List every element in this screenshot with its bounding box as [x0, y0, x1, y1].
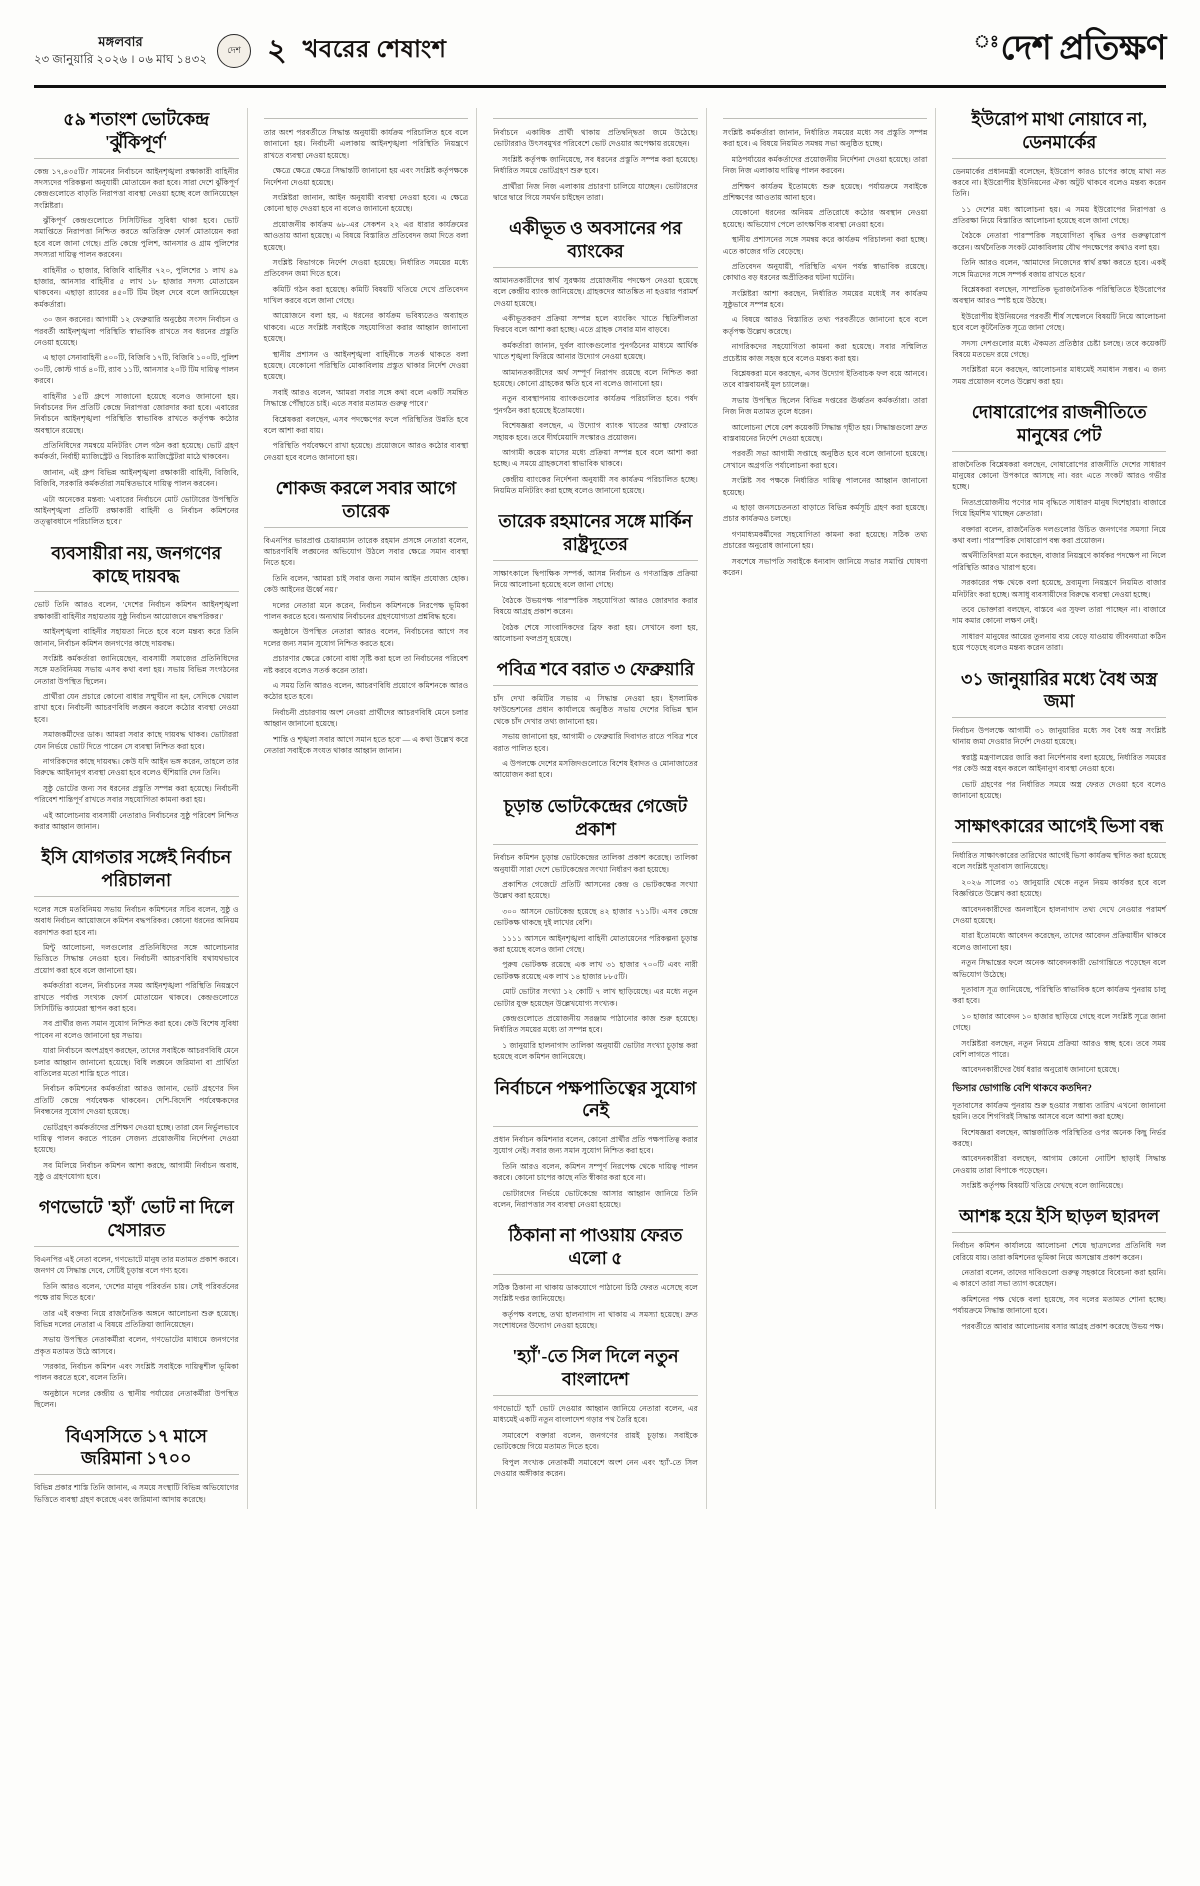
article-paragraph: কর্তৃপক্ষ বলছে, তথ্য হালনাগাদ না থাকায় এ সমস্যা হয়েছে। দ্রুত সংশোধনের উদ্যোগ নেওয়া হয়েছে। [493, 1309, 698, 1331]
article-paragraph: আমানতকারীদের স্বার্থ সুরক্ষায় প্রয়োজনীয় পদক্ষেপ নেওয়া হয়েছে বলে কেন্দ্রীয় ব্যাংক জানিয়েছে। গ্রাহকদের আতঙ্কিত না হওয়ার পরামর্শ দেওয়া হয়েছে। [493, 275, 698, 308]
article-paragraph: ৩০০ আসনে ভোটকেন্দ্র হয়েছে ৪২ হাজার ৭১১টি। এসব কেন্দ্রে ভোটকক্ষ থাকছে দুই লাখের বেশি। [493, 906, 698, 928]
article-paragraph: তার অংশ পরবর্তীতে সিদ্ধান্ত অনুযায়ী কার্যক্রম পরিচালিত হবে বলে জানানো হয়। নির্বাচনী এলাকায় আইনশৃঙ্খলা পরিস্থিতি নিয়ন্ত্রণে রাখতে ব্যবস্থা নেওয়া হয়েছে। [263, 128, 469, 160]
article-headline[interactable]: একীভূত ও অবসানের পর ব্যাংকের [493, 217, 698, 268]
article-body [493, 1282, 698, 1332]
article-paragraph: রাজনৈতিক বিশ্লেষকরা বলছেন, দোষারোপের রাজনীতি দেশের সাধারণ মানুষের কোনো উপকারে আসছে না। বরং এতে সংকট আরও গভীর হচ্ছে। [952, 459, 1166, 492]
masthead-logo-badge: দেশ [217, 34, 251, 68]
article-paragraph: সাধারণ মানুষের আয়ের তুলনায় ব্যয় বেড়ে যাওয়ায় জীবনযাত্রা কঠিন হয়ে পড়েছে বলেও মন্তব্য করেন তারা। [952, 631, 1166, 653]
article-paragraph: পরবর্তী সভা আগামী সপ্তাহে অনুষ্ঠিত হবে বলে জানানো হয়েছে। সেখানে অগ্রগতি পর্যালোচনা করা হবে। [722, 449, 928, 470]
article-paragraph: নির্ধারিত সাক্ষাৎকারের তারিখের আগেই ভিসা কার্যক্রম স্থগিত করা হয়েছে বলে সংশ্লিষ্ট দূতাবাস জানিয়েছে। [952, 851, 1166, 872]
article-paragraph: ইউরোপীয় ইউনিয়নের পরবর্তী শীর্ষ সম্মেলনে বিষয়টি নিয়ে আলোচনা হবে বলে কূটনৈতিক সূত্রে জানা গেছে। [952, 311, 1166, 333]
article [493, 1345, 698, 1479]
article-body [493, 1403, 698, 1479]
article-body [952, 459, 1166, 654]
article-paragraph: তিনি আরও বলেন, কমিশন সম্পূর্ণ নিরপেক্ষ থেকে দায়িত্ব পালন করবে। কোনো চাপের কাছে নতি স্বীকার করা হবে না। [493, 1161, 698, 1183]
article-headline[interactable]: গণভোটে 'হ্যাঁ' ভোট না দিলে খেসারত [34, 1196, 239, 1247]
article-headline[interactable]: ইসি যোগতার সঙ্গেই নির্বাচন পরিচালনা [34, 846, 239, 897]
article-paragraph: দূতাবাস সূত্র জানিয়েছে, পরিস্থিতি স্বাভাবিক হলে কার্যক্রম পুনরায় চালু করা হবে। [952, 985, 1166, 1006]
article-paragraph: ক্ষেত্রে ক্ষেত্রে ক্ষেত্রে সিদ্ধান্তটি জানানো হয় এবং সংশ্লিষ্ট কর্তৃপক্ষকে নির্দেশনা দেওয়া হয়েছে। [263, 166, 469, 187]
article-paragraph: সমাবেশে বক্তারা বলেন, জনগণের রায়ই চূড়ান্ত। সবাইকে ভোটকেন্দ্রে গিয়ে মতামত দিতে হবে। [493, 1430, 698, 1452]
article-paragraph: তিনি আরও বলেন, 'দেশের মানুষ পরিবর্তন চায়। সেই পরিবর্তনের পক্ষে রায় দিতে হবে।' [34, 1281, 239, 1303]
article-column [264, 108, 478, 1509]
article-paragraph: বিভিন্ন প্রকার শাস্তি তিনি জানান, এ সময়ে সংস্থাটি বিভিন্ন অভিযোগের ভিত্তিতে ব্যবস্থা গ্রহণ করেছে এবং জরিমানা আদায় করেছে। [34, 1483, 239, 1504]
article-body [723, 127, 928, 578]
article-paragraph: বক্তারা বলেন, রাজনৈতিক দলগুলোর উচিত জনগণের সমস্যা নিয়ে কথা বলা। পারস্পরিক দোষারোপ বন্ধ করা প্রয়োজন। [952, 524, 1166, 545]
article-paragraph: সভায় জানানো হয়, আগামী ৩ ফেব্রুয়ারি দিবাগত রাতে পবিত্র শবে বরাত পালিত হবে। [493, 732, 698, 753]
article-paragraph: বিএনপির ভারপ্রাপ্ত চেয়ারম্যান তারেক রহমান প্রসঙ্গে নেতারা বলেন, আচরণবিধি লঙ্ঘনের অভিযোগ উঠলে সবার ক্ষেত্রে সমান ব্যবস্থা নিতে হবে। [263, 535, 469, 568]
article-headline[interactable]: শোকজ করলে সবার আগে তারেক [264, 477, 469, 528]
masthead-left [34, 31, 446, 71]
masthead-date [34, 33, 207, 69]
article-headline[interactable]: পবিত্র শবে বরাত ৩ ফেব্রুয়ারি [493, 658, 698, 686]
masthead-day: মঙ্গলবার [98, 33, 143, 49]
article-paragraph: বাহিনীর ৩ হাজার, বিজিবি বাহিনীর ৭২০, পুলিশের ১ লাখ ৪৯ হাজার, আনসার বাহিনীর ৫ লাখ ১৮ হাজার সদস্য মোতায়েন থাকবেন। এছাড়া র‌্যাবের ৪৫০টি টিম টহল দেবে বলে জানিয়েছেন কর্মকর্তারা। [34, 265, 239, 309]
article-paragraph: দলের সঙ্গে মতবিনিময় সভায় নির্বাচন কমিশনের সচিব বলেন, সুষ্ঠু ও অবাধ নির্বাচন আয়োজনে কমিশন বদ্ধপরিকর। কোনো ধরনের অনিয়ম বরদাশত করা হবে না। [34, 904, 239, 937]
article-paragraph: সাক্ষাৎকালে দ্বিপাক্ষিক সম্পর্ক, আসন্ন নির্বাচন ও গণতান্ত্রিক প্রক্রিয়া নিয়ে আলোচনা হয়েছে বলে জানা গেছে। [493, 568, 698, 590]
article-body [952, 1240, 1166, 1332]
article-headline[interactable]: ৩১ জানুয়ারির মধ্যে বৈধ অস্ত্র জমা [952, 668, 1166, 719]
article-headline[interactable]: নির্বাচনে পক্ষপাতিত্বের সুযোগ নেই [493, 1077, 698, 1128]
column-rule [493, 118, 698, 119]
article-headline[interactable]: ঠিকানা না পাওয়ায় ফেরত এলো ৫ [493, 1224, 698, 1275]
article-paragraph: এ বিষয়ে আরও বিস্তারিত তথ্য পরবর্তীতে জানানো হবে বলে কর্তৃপক্ষ উল্লেখ করেছে। [722, 315, 928, 336]
article-subhead: ভিসার ভোগান্তি বেশি থাকবে কতদিন? [952, 1083, 1092, 1094]
article-paragraph: নির্বাচন উপলক্ষে আগামী ৩১ জানুয়ারির মধ্যে সব বৈধ অস্ত্র সংশ্লিষ্ট থানায় জমা দেওয়ার নির্দেশ দেওয়া হয়েছে। [952, 726, 1166, 747]
article-paragraph: বাহিনীর ১৫টি গ্রুপে সাজানো হয়েছে বলেও জানানো হয়। নির্বাচনের দিন প্রতিটি কেন্দ্রে নিরাপত্তা জোরদার করা হবে। এবারের নির্বাচনে আইনশৃঙ্খলা পরিস্থিতি স্বাভাবিক রাখতে কর্তৃপক্ষ কঠোর অবস্থানে রয়েছে। [34, 391, 239, 435]
article-body [952, 166, 1166, 388]
article-paragraph: এ সময় তিনি আরও বলেন, আচরণবিধি প্রয়োগে কমিশনকে আরও কঠোর হতে হবে। [263, 680, 469, 702]
article-paragraph: নতুন ব্যবস্থাপনায় ব্যাংকগুলোর কার্যক্রম পরিচালিত হবে। পর্ষদ পুনর্গঠন করা হয়েছে ইতোমধ্যে। [493, 394, 698, 415]
article-paragraph: জানান, এই গ্রুপ বিভিন্ন আইনশৃঙ্খলা রক্ষাকারী বাহিনী, বিজিবি, বিজিবি, সরকারি কর্মকর্তারা সমন্বিতভাবে দায়িত্ব পালন করবেন। [34, 467, 239, 489]
article-paragraph: স্থানীয় প্রশাসন ও আইনশৃঙ্খলা বাহিনীকে সতর্ক থাকতে বলা হয়েছে। যেকোনো পরিস্থিতি মোকাবিলায় প্রস্তুত থাকার নির্দেশ দেওয়া হয়েছে। [263, 349, 469, 382]
article-body [34, 1254, 239, 1411]
article-paragraph: সভায় উপস্থিত ছিলেন বিভিন্ন দপ্তরের ঊর্ধ্বতন কর্মকর্তারা। তারা নিজ নিজ মতামত তুলে ধরেন। [722, 395, 928, 417]
article-paragraph: অর্থনীতিবিদরা মনে করছেন, বাজার নিয়ন্ত্রণে কার্যকর পদক্ষেপ না নিলে পরিস্থিতি আরও খারাপ হবে। [952, 551, 1166, 572]
article-paragraph: ভোটারদের নির্ভয়ে ভোটকেন্দ্রে আসার আহ্বান জানিয়ে তিনি বলেন, নিরাপত্তার সব ব্যবস্থা নেওয়া হয়েছে। [493, 1188, 698, 1210]
article [34, 542, 239, 833]
article-paragraph: গণমাধ্যমকর্মীদের সহযোগিতা কামনা করা হয়েছে। সঠিক তথ্য প্রচারের অনুরোধ জানানো হয়। [722, 529, 928, 551]
article [493, 1224, 698, 1331]
article-paragraph: কর্মকর্তারা বলেন, নির্বাচনের সময় আইনশৃঙ্খলা পরিস্থিতি নিয়ন্ত্রণে রাখতে পর্যাপ্ত সংখ্যক ফোর্স মোতায়েন থাকবে। কেন্দ্রগুলোতে সিসিটিভি ক্যামেরা স্থাপন করা হবে। [34, 981, 239, 1013]
article-paragraph: ভোট তিনি আরও বলেন, 'দেশের নির্বাচন কমিশন আইনশৃঙ্খলা রক্ষাকারী বাহিনীর সহায়তায় সুষ্ঠু নির্বাচন আয়োজনে বদ্ধপরিকর।' [34, 600, 239, 621]
article-paragraph: নিত্যপ্রয়োজনীয় পণ্যের দাম বৃদ্ধিতে সাধারণ মানুষ দিশেহারা। বাজারে গিয়ে হিমশিম খাচ্ছেন ক্রেতারা। [952, 497, 1166, 519]
article-paragraph: তার এই বক্তব্য নিয়ে রাজনৈতিক অঙ্গনে আলোচনা শুরু হয়েছে। বিভিন্ন দলের নেতারা এ বিষয়ে প্রতিক্রিয়া জানিয়েছেন। [34, 1308, 239, 1329]
article-paragraph: নাগরিকদের কাছে দায়বদ্ধ। কেউ যদি আইন ভঙ্গ করেন, তাহলে তার বিরুদ্ধে আইনানুগ ব্যবস্থা নেওয়া হবে বলেও হুঁশিয়ারি দেন তিনি। [34, 757, 239, 778]
article-paragraph: চাঁদ দেখা কমিটির সভায় এ সিদ্ধান্ত নেওয়া হয়। ইসলামিক ফাউন্ডেশনের প্রধান কার্যালয়ে অনুষ্ঠিত সভায় দেশের বিভিন্ন স্থান থেকে চাঁদ দেখার তথ্য জানানো হয়। [493, 694, 698, 726]
article-paragraph: বিএনপির এই নেতা বলেন, গণভোটে মানুষ তার মতামত প্রকাশ করবে। জনগণ যে সিদ্ধান্ত দেবে, সেটিই চূড়ান্ত বলে গণ্য হবে। [34, 1254, 239, 1276]
article-paragraph: আমানতকারীদের অর্থ সম্পূর্ণ নিরাপদ রয়েছে বলে নিশ্চিত করা হয়েছে। কোনো গ্রাহকের ক্ষতি হবে না বলেও জানানো হয়। [493, 367, 698, 388]
article-body [34, 599, 239, 832]
article-paragraph: সবশেষে সভাপতি সবাইকে ধন্যবাদ জানিয়ে সভার সমাপ্তি ঘোষণা করেন। [722, 556, 928, 577]
masthead [34, 22, 1166, 88]
article-paragraph: এ ছাড়া সেনাবাহিনী ৪০০টি, বিজিবি ১৭টি, বিজিবি ১০০টি, পুলিশ ৩০টি, কোস্ট গার্ড ৪০টি, র‌্যাব ১১টি, আনসার ২০টি টিম দায়িত্ব পালন করবে। [34, 353, 239, 386]
article-paragraph: বিপুল সংখ্যক নেতাকর্মী সমাবেশে অংশ নেন এবং 'হ্যাঁ'-তে সিল দেওয়ার অঙ্গীকার করেন। [493, 1457, 698, 1478]
article-paragraph: নির্বাচন কমিশন চূড়ান্ত ভোটকেন্দ্রের তালিকা প্রকাশ করেছে। তালিকা অনুযায়ী সারা দেশে ভোটকেন্দ্রের সংখ্যা নির্ধারণ করা হয়েছে। [493, 853, 698, 874]
article-paragraph: তিনি আরও বলেন, 'আমাদের নিজেদের স্বার্থ রক্ষা করতে হবে। একই সঙ্গে মিত্রদের সঙ্গে সম্পর্ক বজায় রাখতে হবে।' [952, 258, 1166, 279]
article-paragraph: পরিস্থিতি পর্যবেক্ষণে রাখা হয়েছে। প্রয়োজনে আরও কঠোর ব্যবস্থা নেওয়া হবে বলেও জানানো হয়। [263, 441, 469, 462]
article-paragraph: ১১ দেশের মধ্য আলোচনা হয়। এ সময় ইউরোপের নিরাপত্তা ও প্রতিরক্ষা নিয়ে বিস্তারিত আলোচনা হয়েছে বলে জানা গেছে। [952, 204, 1166, 226]
article-paragraph: প্রয়োজনীয় কার্যক্রম ৬৮-এর সেকশন ২২ এর ধারার কার্যক্রমের আওতায় আনা হয়েছে। এ বিষয়ে বিস্তারিত প্রতিবেদন জমা দিতে বলা হয়েছে। [263, 219, 469, 252]
article-paragraph: কেন্দ্রীয় ব্যাংকের নির্দেশনা অনুযায়ী সব কার্যক্রম পরিচালিত হচ্ছে। নিয়মিত মনিটরিং করা হচ্ছে বলেও জানানো হয়েছে। [493, 474, 698, 496]
article-body [493, 127, 698, 203]
article-paragraph: সভায় উপস্থিত নেতাকর্মীরা বলেন, গণভোটের মাধ্যমে জনগণের প্রকৃত মতামত উঠে আসবে। [34, 1335, 239, 1356]
article-headline[interactable]: ৫৯ শতাংশ ভোটকেন্দ্র 'ঝুঁকিপূর্ণ' [34, 108, 239, 159]
article-paragraph: সংশ্লিষ্ট কর্মকর্তারা জানিয়েছেন, ব্যবসায়ী সমাজের প্রতিনিধিদের সঙ্গে মতবিনিময় সভায় এসব কথা বলা হয়। সভায় বিভিন্ন সংগঠনের নেতারা উপস্থিত ছিলেন। [34, 653, 239, 686]
article-body [264, 127, 469, 463]
article [493, 1077, 698, 1211]
article-paragraph: কমিটি গঠন করা হয়েছে। কমিটি বিষয়টি খতিয়ে দেখে প্রতিবেদন দাখিল করবে বলে জানা গেছে। [263, 284, 469, 306]
article-headline[interactable]: আশঙ্ক হয়ে ইসি ছাড়ল ছারদল [952, 1205, 1166, 1233]
article-paragraph: বিশেষজ্ঞরা বলছেন, এ উদ্যোগ ব্যাংক খাতের আস্থা ফেরাতে সহায়ক হবে। তবে দীর্ঘমেয়াদি সংস্কারও প্রয়োজন। [493, 421, 698, 442]
article-paragraph: নির্বাচনী প্রচারণায় অংশ নেওয়া প্রার্থীদের আচরণবিধি মেনে চলার আহ্বান জানানো হয়েছে। [263, 707, 469, 729]
article-paragraph: স্থানীয় প্রশাসনের সঙ্গে সমন্বয় করে কার্যক্রম পরিচালনা করা হচ্ছে। এতে কাজের গতি বেড়েছে। [722, 235, 928, 256]
article [34, 108, 239, 528]
article-paragraph: বিশ্লেষকরা মনে করছেন, এসব উদ্যোগ ইতিবাচক ফল বয়ে আনবে। তবে বাস্তবায়নই মূল চ্যালেঞ্জ। [722, 369, 928, 390]
article-paragraph: সংশ্লিষ্ট সব পক্ষকে নির্ধারিত দায়িত্ব পালনের আহ্বান জানানো হয়েছে। [722, 476, 928, 497]
column-rule [264, 118, 469, 119]
article-paragraph: বিশ্লেষকরা বলছেন, এসব পদক্ষেপের ফলে পরিস্থিতির উন্নতি হবে বলে আশা করা যায়। [263, 414, 469, 435]
article-paragraph: প্রশিক্ষণ কার্যক্রম ইতোমধ্যে শুরু হয়েছে। পর্যায়ক্রমে সবাইকে প্রশিক্ষণের আওতায় আনা হবে। [722, 181, 928, 202]
column-rule [723, 118, 928, 119]
article-paragraph: আগামী কয়েক মাসের মধ্যে প্রক্রিয়া সম্পন্ন হবে বলে আশা করা হচ্ছে। এ সময়ে গ্রাহকসেবা স্বাভাবিক থাকবে। [493, 447, 698, 469]
article-paragraph: গণভোটে 'হ্যাঁ' ভোট দেওয়ার আহ্বান জানিয়ে নেতারা বলেন, এর মাধ্যমেই একটি নতুন বাংলাদেশ গড়ার পথ তৈরি হবে। [493, 1403, 698, 1425]
article-paragraph: মোট ভোটার সংখ্যা ১২ কোটি ৭ লাখ ছাড়িয়েছে। এর মধ্যে নতুন ভোটার যুক্ত হয়েছেন উল্লেখযোগ্য সংখ্যক। [493, 987, 698, 1008]
article-paragraph: সব প্রার্থীর জন্য সমান সুযোগ নিশ্চিত করা হবে। কেউ বিশেষ সুবিধা পাবেন না বলেও জানানো হয় সভায়। [34, 1019, 239, 1040]
article-body [264, 535, 469, 757]
article-headline[interactable]: সাক্ষাৎকারের আগেই ভিসা বন্ধ [952, 815, 1166, 843]
article-headline[interactable]: বিএসসিতে ১৭ মাসে জরিমানা ১৭০০ [34, 1425, 239, 1476]
article-paragraph: পুরুষ ভোটকক্ষ রয়েছে এক লাখ ৩১ হাজার ৭০০টি এবং নারী ভোটকক্ষ রয়েছে এক লাখ ১৪ হাজার ৮৮৫টি। [493, 960, 698, 981]
article-column [952, 108, 1166, 1509]
article [723, 118, 928, 578]
article-paragraph: সঠিক ঠিকানা না থাকায় ডাকযোগে পাঠানো চিঠি ফেরত এসেছে বলে সংশ্লিষ্ট দপ্তর জানিয়েছে। [493, 1282, 698, 1304]
article-paragraph: অনুষ্ঠানে উপস্থিত নেতারা আরও বলেন, নির্বাচনের আগে সব দলের জন্য সমান সুযোগ নিশ্চিত করতে হবে। [263, 627, 469, 648]
article-paragraph: তিনি বলেন, 'আমরা চাই সবার জন্য সমান আইন প্রযোজ্য হোক। কেউ আইনের ঊর্ধ্বে নয়।' [263, 573, 469, 595]
article-paragraph: আবেদনকারীদের ধৈর্য ধরার অনুরোধ জানানো হয়েছে। [961, 1065, 1120, 1075]
article-paragraph: নির্বাচনে একাধিক প্রার্থী থাকায় প্রতিদ্বন্দ্বিতা জমে উঠেছে। ভোটাররাও উৎসবমুখর পরিবেশে ভোট দেওয়ার অপেক্ষায় রয়েছেন। [493, 128, 698, 149]
article-paragraph: ২০২৬ সালের ৩১ জানুয়ারি থেকে নতুন নিয়ম কার্যকর হবে বলে বিজ্ঞপ্তিতে উল্লেখ করা হয়েছে। [952, 877, 1166, 899]
article-paragraph: নেতারা বলেন, তাদের দাবিগুলো গুরুত্ব সহকারে বিবেচনা করা হয়নি। এ কারণে তারা সভা ত্যাগ করেছেন। [952, 1268, 1166, 1289]
article-paragraph: সংশ্লিষ্ট কর্মকর্তারা জানান, নির্ধারিত সময়ের মধ্যে সব প্রস্তুতি সম্পন্ন করা হবে। এ বিষয়ে নিয়মিত সমন্বয় সভা অনুষ্ঠিত হচ্ছে। [722, 128, 928, 149]
article-paragraph: সংশ্লিষ্ট বিভাগকে নির্দেশ দেওয়া হয়েছে। নির্ধারিত সময়ের মধ্যে প্রতিবেদন জমা দিতে হবে। [263, 257, 469, 279]
article-paragraph: সংশ্লিষ্টরা মনে করছেন, আলোচনার মাধ্যমেই সমাধান সম্ভব। এ জন্য সময় প্রয়োজন বলেও উল্লেখ করা হয়। [952, 365, 1166, 386]
article-body [952, 850, 1166, 1076]
article [34, 1196, 239, 1410]
masthead-date-bengali: ০৬ মাঘ ১৪৩২ [137, 53, 208, 66]
article-headline[interactable]: তারেক রহমানের সঙ্গে মার্কিন রাষ্ট্রদূতের [493, 510, 698, 561]
article-paragraph: ভোট গ্রহণের পর নির্ধারিত সময়ে অস্ত্র ফেরত দেওয়া হবে বলেও জানানো হয়েছে। [952, 779, 1166, 800]
article-paragraph: আবেদনকারীরা বলছেন, আগাম কোনো নোটিশ ছাড়াই সিদ্ধান্ত নেওয়ায় তারা বিপাকে পড়েছেন। [952, 1154, 1166, 1175]
article-column [493, 108, 707, 1509]
section-title: খবরের শেষাংশ [302, 36, 447, 63]
article-paragraph: ১১১১ আসনে আইনশৃঙ্খলা বাহিনী মোতায়েনের পরিকল্পনা চূড়ান্ত করা হয়েছে বলেও জানা গেছে। [493, 933, 698, 955]
article-headline[interactable]: চূড়ান্ত ভোটকেন্দ্রের গেজেট প্রকাশ [493, 795, 698, 846]
article-paragraph: প্রার্থীরা যেন প্রচারে কোনো বাধার সম্মুখীন না হন, সেদিকে খেয়াল রাখা হবে। নির্বাচনী আচরণবিধি লঙ্ঘন করলে কঠোর ব্যবস্থা নেওয়া হবে। [34, 692, 239, 724]
article-paragraph: বৈঠকে উভয়পক্ষ পারস্পরিক সহযোগিতা আরও জোরদার করার বিষয়ে আগ্রহ প্রকাশ করেন। [493, 595, 698, 617]
article-paragraph: ৩০ জন করনের। আগামী ১২ ফেব্রুয়ারি অনুষ্ঠেয় সংসদ নির্বাচন ও পরবর্তী আইনশৃঙ্খলা পরিস্থিতি স্বাভাবিক রাখতে সব ধরনের প্রস্তুতি নেওয়া হয়েছে। [34, 315, 239, 347]
article-paragraph: ঝুঁকিপূর্ণ কেন্দ্রগুলোতে সিসিটিভির সুবিধা থাকা হবে। ভোট সমাপ্তিতে নিরাপত্তা নিশ্চিত করতে অতিরিক্ত ফোর্স মোতায়েন করা হবে বলে জানা গেছে। প্রতি কেন্দ্রে পুলিশ, আনসার ও গ্রাম পুলিশের সদস্যরা দায়িত্ব পালন করবেন। [34, 216, 239, 260]
article-paragraph: সদস্য দেশগুলোর মধ্যে ঐকমত্য প্রতিষ্ঠার চেষ্টা চলছে। তবে কয়েকটি বিষয়ে মতভেদ রয়ে গেছে। [952, 338, 1166, 359]
article-body [34, 1482, 239, 1505]
article-body [493, 693, 698, 781]
article-paragraph: কমিশনের পক্ষ থেকে বলা হয়েছে, সব দলের মতামত শোনা হচ্ছে। পর্যায়ক্রমে সিদ্ধান্ত জানানো হবে। [952, 1294, 1166, 1316]
article-paragraph: বৈঠকে নেতারা পারস্পরিক সহযোগিতা বৃদ্ধির ওপর গুরুত্বারোপ করেন। অর্থনৈতিক সংকট মোকাবিলায় যৌথ পদক্ষেপের কথাও বলা হয়। [952, 231, 1166, 252]
article-paragraph: যারা ইতোমধ্যে আবেদন করেছেন, তাদের আবেদন প্রক্রিয়াধীন থাকবে বলেও জানানো হয়। [952, 931, 1166, 952]
article-paragraph: ডেনমার্কের প্রধানমন্ত্রী বলেছেন, ইউরোপ কারও চাপের কাছে মাথা নত করবে না। ইউরোপীয় ইউনিয়নের ঐক্য অটুট থাকবে বলেও মন্তব্য করেন তিনি। [952, 166, 1166, 199]
article-paragraph: এটা অনেকের মন্তব্য: 'এবারের নির্বাচনে মোট ভোটারের উপস্থিতি আইনশৃঙ্খলা প্রতিটি রক্ষাকারী বাহিনী ও নির্বাচন কমিশনের তত্ত্বাবধানে পরিচালিত হবে।' [34, 494, 239, 527]
article-paragraph: মিন্টু আলোচনা, দলগুলোর প্রতিনিধিদের সঙ্গে আলোচনার ভিত্তিতে সিদ্ধান্ত নেওয়া হবে। নির্বাচনী আচরণবিধি যথাযথভাবে প্রয়োগ করা হবে বলে জানানো হয়। [34, 943, 239, 975]
article [952, 1205, 1166, 1331]
article [264, 477, 469, 756]
article-paragraph: প্রতিনিধিদের সমন্বয়ে মনিটরিং সেল গঠন করা হয়েছে। ভোট গ্রহণ কর্মকর্তা, নির্বাহী ম্যাজিস্ট্রেট ও বিচারিক ম্যাজিস্ট্রেটরা মাঠে থাকবেন। [34, 441, 239, 462]
article-paragraph: যেকোনো ধরনের অনিয়ম প্রতিরোধে কঠোর অবস্থান নেওয়া হয়েছে। অভিযোগ পেলে তাৎক্ষণিক ব্যবস্থা নেওয়া হবে। [722, 208, 928, 229]
article [952, 668, 1166, 802]
article-paragraph: আবেদনকারীদের অনলাইনে হালনাগাদ তথ্য দেখে নেওয়ার পরামর্শ দেওয়া হয়েছে। [952, 904, 1166, 926]
article [264, 118, 469, 463]
article-paragraph: সংশ্লিষ্টরা জানান, আইন অনুযায়ী ব্যবস্থা নেওয়া হবে। এ ক্ষেত্রে কোনো ছাড় দেওয়া হবে না বলেও জানানো হয়েছে। [263, 192, 469, 214]
article-paragraph: ১ জানুয়ারি হালনাগাদ তালিকা অনুযায়ী ভোটার সংখ্যা চূড়ান্ত করা হয়েছে বলে কমিশন জানিয়েছে। [493, 1040, 698, 1062]
article-paragraph: নাগরিকদের সহযোগিতা কামনা করা হয়েছে। সবার সম্মিলিত প্রচেষ্টায় কাজ সহজ হবে বলেও মন্তব্য করা হয়। [722, 342, 928, 363]
article-paragraph: তবে ভোক্তারা বলছেন, বাস্তবে এর সুফল তারা পাচ্ছেন না। বাজারে দাম কমার কোনো লক্ষণ নেই। [952, 604, 1166, 626]
article-paragraph: এ ছাড়া জনসচেতনতা বাড়াতে বিভিন্ন কর্মসূচি গ্রহণ করা হয়েছে। প্রচার কার্যক্রমও চলছে। [722, 502, 928, 524]
brand-name: দেশ প্রতিক্ষণ [1000, 30, 1166, 67]
article-paragraph: 'সরকার, নির্বাচন কমিশন এবং সংশ্লিষ্ট সবাইকে দায়িত্বশীল ভূমিকা পালন করতে হবে', বলেন তিনি। [34, 1362, 239, 1383]
article-paragraph: কেন্দ্রগুলোতে প্রয়োজনীয় সরঞ্জাম পাঠানোর কাজ শুরু হয়েছে। নির্ধারিত সময়ের মধ্যে তা সম্পন্ন হবে। [493, 1014, 698, 1035]
article-paragraph: ভোটগ্রহণ কর্মকর্তাদের প্রশিক্ষণ দেওয়া হচ্ছে। তারা যেন নির্ভুলভাবে দায়িত্ব পালন করতে পারেন সেজন্য প্রয়োজনীয় নির্দেশনা দেওয়া হয়েছে। [34, 1122, 239, 1155]
article-paragraph: এ উপলক্ষে দেশের মসজিদগুলোতে বিশেষ ইবাদত ও মোনাজাতের আয়োজন করা হবে। [493, 759, 698, 780]
article [952, 401, 1166, 653]
page-number: ২ [267, 33, 287, 67]
article-paragraph: আইনশৃঙ্খলা বাহিনীর সহায়তা নিতে হবে বলে মন্তব্য করে তিনি জানান, নির্বাচন কমিশন জনগণের কাছে দায়বদ্ধ। [34, 627, 239, 648]
article-body [493, 568, 698, 644]
article-paragraph: সবাই আরও বলেন, 'আমরা সবার সঙ্গে কথা বলে একটি সমন্বিত সিদ্ধান্তে পৌঁছাতে চাই। এতে সবার মতামত গুরুত্ব পাবে।' [263, 387, 469, 409]
masthead-date-gregorian: ২৩ জানুয়ারি ২০২৬ [34, 53, 128, 66]
article-paragraph: আলোচনা শেষে বেশ কয়েকটি সিদ্ধান্ত গৃহীত হয়। সিদ্ধান্তগুলো দ্রুত বাস্তবায়নের নির্দেশ দেওয়া হয়েছে। [722, 422, 928, 443]
article-paragraph: প্রধান নির্বাচন কমিশনার বলেন, কোনো প্রার্থীর প্রতি পক্ষপাতিত্ব করার সুযোগ নেই। সবার জন্য সমান সুযোগ নিশ্চিত করা হবে। [493, 1135, 698, 1156]
article-paragraph: বৈঠক শেষে সাংবাদিকদের ব্রিফ করা হয়। সেখানে বলা হয়, আলোচনা ফলপ্রসূ হয়েছে। [493, 622, 698, 643]
article [952, 815, 1166, 1191]
article [34, 846, 239, 1182]
article-paragraph: প্রতিবেদন অনুযায়ী, পরিস্থিতি এখন পর্যন্ত স্বাভাবিক রয়েছে। কোথাও বড় ধরনের অপ্রীতিকর ঘটনা ঘটেনি। [722, 261, 928, 283]
article [493, 510, 698, 644]
article [493, 217, 698, 496]
article [952, 108, 1166, 387]
article-paragraph: নির্বাচন কমিশনের কর্মকর্তারা আরও জানান, ভোট গ্রহণের দিন প্রতিটি কেন্দ্রে পর্যবেক্ষক থাকবেন। দেশি-বিদেশি পর্যবেক্ষকদের নিবন্ধনের সুযোগ দেওয়া হয়েছে। [34, 1084, 239, 1117]
article-paragraph: সংশ্লিষ্টরা আশা করছেন, নির্ধারিত সময়ের মধ্যেই সব কার্যক্রম সুষ্ঠুভাবে সম্পন্ন হবে। [722, 288, 928, 310]
article-body [34, 166, 239, 528]
article-paragraph: সমাজকর্মীদের ডাক। আমরা সবার কাছে দায়বদ্ধ থাকব। ভোটাররা যেন নির্ভয়ে ভোট দিতে পারেন সে ব্যবস্থা নিশ্চিত করা হবে। [34, 730, 239, 751]
article-body [493, 1134, 698, 1210]
article-headline[interactable]: 'হ্যাঁ'-তে সিল দিলে নতুন বাংলাদেশ [493, 1345, 698, 1396]
article-paragraph: সংশ্লিষ্টরা বলছেন, নতুন নিয়মে প্রক্রিয়া আরও স্বচ্ছ হবে। তবে সময় বেশি লাগতে পারে। [952, 1038, 1166, 1059]
article-paragraph: যারা নির্বাচনে অংশগ্রহণ করছেন, তাদের সবাইকে আচরণবিধি মেনে চলার আহ্বান জানানো হয়েছে। বিধি লঙ্ঘনে জরিমানা বা প্রার্থিতা বাতিলের মতো শাস্তি হতে পারে। [34, 1046, 239, 1078]
article-body [34, 904, 239, 1183]
article-paragraph: সংশ্লিষ্ট কর্তৃপক্ষ বিষয়টি খতিয়ে দেখছে বলে জানিয়েছে। [961, 1181, 1124, 1191]
article-paragraph: মাঠপর্যায়ের কর্মকর্তাদের প্রয়োজনীয় নির্দেশনা দেওয়া হয়েছে। তারা নিজ নিজ এলাকায় দায়িত্ব পালন করবেন। [722, 154, 928, 176]
brand-title [974, 22, 1166, 79]
article-headline[interactable]: ব্যবসায়ীরা নয়, জনগণের কাছে দায়বদ্ধ [34, 542, 239, 593]
article-paragraph: নির্বাচন কমিশন কার্যালয়ে আলোচনা শেষে ছাত্রদলের প্রতিনিধি দল বেরিয়ে যায়। তারা কমিশনের ভূমিকা নিয়ে অসন্তোষ প্রকাশ করেন। [952, 1241, 1166, 1262]
article [493, 795, 698, 1063]
article-paragraph: বিশেষজ্ঞরা বলছেন, আন্তর্জাতিক পরিস্থিতির ওপর অনেক কিছু নির্ভর করছে। [952, 1127, 1166, 1148]
article-paragraph: ১০ হাজার আবেদন ১০ হাজার ছাড়িয়ে গেছে বলে সংশ্লিষ্ট সূত্রে জানা গেছে। [952, 1011, 1166, 1033]
article-column [34, 108, 248, 1509]
article-body [493, 852, 698, 1062]
article [34, 1425, 239, 1505]
article-headline[interactable]: ইউরোপ মাথা নোয়াবে না, ডেনমার্কের [952, 108, 1166, 159]
article-paragraph: সুষ্ঠু ভোটের জন্য সব ধরনের প্রস্তুতি সম্পন্ন করা হয়েছে। নির্বাচনী পরিবেশ শান্তিপূর্ণ রাখতে সবার সহযোগিতা কামনা করা হয়। [34, 783, 239, 805]
article-paragraph: একীভূতকরণ প্রক্রিয়া সম্পন্ন হলে ব্যাংকিং খাতে স্থিতিশীলতা ফিরবে বলে আশা করা হচ্ছে। এতে গ্রাহক সেবার মান বাড়বে। [493, 314, 698, 335]
article-paragraph: দলের নেতারা মনে করেন, নির্বাচন কমিশনকে নিরপেক্ষ ভূমিকা পালন করতে হবে। অন্যথায় নির্বাচনের গ্রহণযোগ্যতা প্রশ্নবিদ্ধ হবে। [263, 600, 469, 621]
article-column [723, 108, 937, 1509]
article-paragraph: কেন্দ্র ১৭,৪৩৫টি।' সামনের নির্বাচনে আইনশৃঙ্খলা রক্ষাকারী বাহিনীর সদস্যদের পরিকল্পনা অনুযায়ী মোতায়েন করা হবে। সারা দেশে ঝুঁকিপূর্ণ কেন্দ্রগুলোতে বাড়তি নিরাপত্তা ব্যবস্থা নেওয়া হচ্ছে বলে জানিয়েছেন সংশ্লিষ্টরা। [34, 166, 239, 210]
article-paragraph: প্রার্থীরা নিজ নিজ এলাকায় প্রচারণা চালিয়ে যাচ্ছেন। ভোটারদের দ্বারে দ্বারে গিয়ে সমর্থন চাইছেন তারা। [493, 181, 698, 202]
article-paragraph: আয়োজনে বলা হয়, এ ধরনের কার্যক্রম ভবিষ্যতেও অব্যাহত থাকবে। এতে সংশ্লিষ্ট সবাইকে সহযোগিতা করার আহ্বান জানানো হয়েছে। [263, 311, 469, 344]
article-columns [34, 100, 1166, 1509]
article-body [952, 1100, 1166, 1192]
article-paragraph: পরবর্তীতে আবার আলোচনায় বসার আগ্রহ প্রকাশ করেছে উভয় পক্ষ। [961, 1321, 1164, 1331]
masthead-date-separator: । [130, 53, 135, 66]
article-headline[interactable]: দোষারোপের রাজনীতিতে মানুষের পেট [952, 401, 1166, 452]
article-paragraph: সরকারের পক্ষ থেকে বলা হয়েছে, দ্রব্যমূল্য নিয়ন্ত্রণে নিয়মিত বাজার মনিটরিং করা হচ্ছে। অসাধু ব্যবসায়ীদের বিরুদ্ধে ব্যবস্থা নেওয়া হচ্ছে। [952, 578, 1166, 599]
article-paragraph: সব মিলিয়ে নির্বাচন কমিশন আশা করছে, আগামী নির্বাচন অবাধ, সুষ্ঠু ও গ্রহণযোগ্য হবে। [34, 1160, 239, 1182]
article-paragraph: এই আলোচনায় ব্যবসায়ী নেতারাও নির্বাচনের সুষ্ঠু পরিবেশ নিশ্চিত করার আহ্বান জানান। [34, 810, 239, 831]
article-paragraph: 'শান্তি ও শৃঙ্খলা সবার আগে সমান হতে হবে' — এ কথা উল্লেখ করে নেতারা সবাইকে সংযত থাকার আহ্বান জানান। [263, 734, 469, 755]
brand-mark: ঃ [974, 31, 999, 51]
article-paragraph: প্রকাশিত গেজেটে প্রতিটি আসনের কেন্দ্র ও ভোটকক্ষের সংখ্যা উল্লেখ করা হয়েছে। [493, 880, 698, 901]
article-paragraph: প্রচারণার ক্ষেত্রে কোনো বাধা সৃষ্টি করা হলে তা নির্বাচনের পরিবেশ নষ্ট করবে বলেও সতর্ক করেন তারা। [263, 654, 469, 675]
article [493, 118, 698, 203]
article-paragraph: কর্মকর্তারা জানান, দুর্বল ব্যাংকগুলোর পুনর্গঠনের মাধ্যমে আর্থিক খাতে শৃঙ্খলা ফিরিয়ে আনার উদ্যোগ নেওয়া হয়েছে। [493, 340, 698, 362]
article-paragraph: দূতাবাসের কার্যক্রম পুনরায় শুরু হওয়ার সম্ভাব্য তারিখ এখনো জানানো হয়নি। তবে শিগগিরই সিদ্ধান্ত আসবে বলে আশা করা হচ্ছে। [952, 1100, 1166, 1122]
article-paragraph: সংশ্লিষ্ট কর্তৃপক্ষ জানিয়েছে, সব ধরনের প্রস্তুতি সম্পন্ন করা হয়েছে। নির্ধারিত সময়ে ভোটগ্রহণ শুরু হবে। [493, 154, 698, 176]
article-paragraph: বিশ্লেষকরা বলছেন, সাম্প্রতিক ভূরাজনৈতিক পরিস্থিতিতে ইউরোপের অবস্থান আরও স্পষ্ট হয়ে উঠছে। [952, 285, 1166, 306]
article-paragraph: অনুষ্ঠানে দলের কেন্দ্রীয় ও স্থানীয় পর্যায়ের নেতাকর্মীরা উপস্থিত ছিলেন। [34, 1388, 239, 1410]
article-body [952, 725, 1166, 801]
article-paragraph: নতুন সিদ্ধান্তের ফলে অনেক আবেদনকারী ভোগান্তিতে পড়েছেন বলে অভিযোগ উঠেছে। [952, 958, 1166, 979]
article-paragraph: স্বরাষ্ট্র মন্ত্রণালয়ের জারি করা নির্দেশনায় বলা হয়েছে, নির্ধারিত সময়ের পর কেউ অস্ত্র বহন করলে আইনানুগ ব্যবস্থা নেওয়া হবে। [952, 752, 1166, 774]
article [493, 658, 698, 780]
article-body [493, 275, 698, 497]
